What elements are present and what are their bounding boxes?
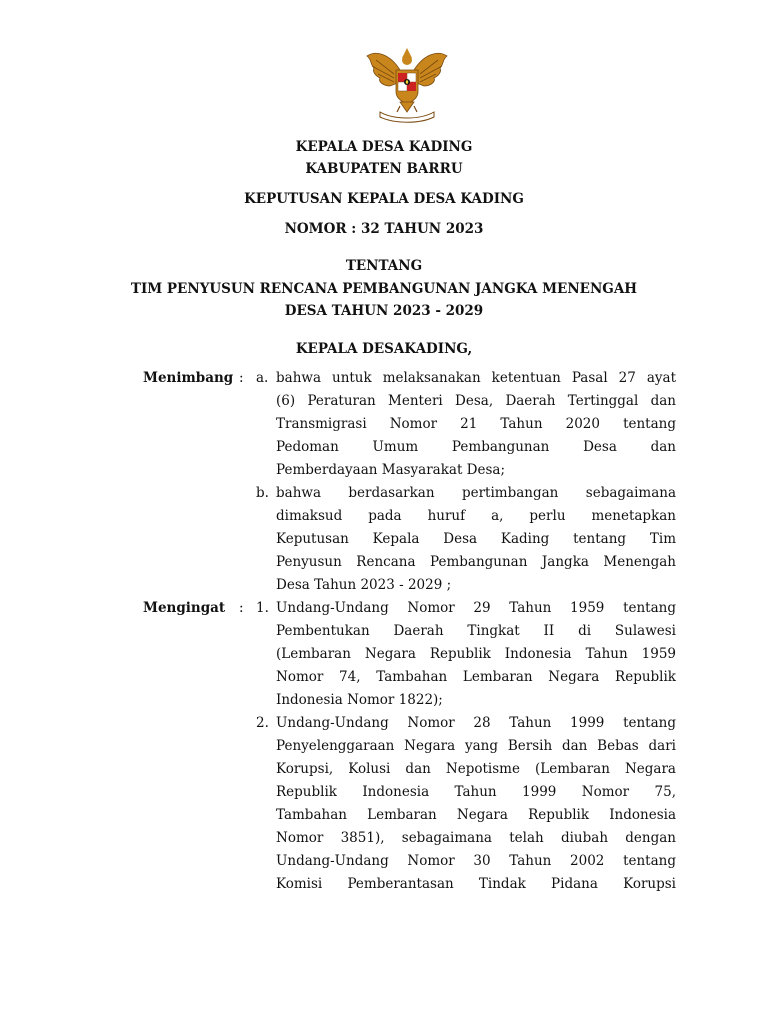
- heading-tentang: TENTANG: [345, 258, 423, 274]
- heading-kepala-desa: KEPALA DESA KADING: [295, 139, 473, 155]
- section-colon: :: [239, 370, 244, 386]
- item-line: (6) Peraturan Menteri Desa, Daerah Tertinggal dan: [276, 393, 676, 409]
- item-line: bahwa untuk melaksanakan ketentuan Pasal 27 ayat: [276, 370, 676, 386]
- item-line: Pedoman Umum Pembangunan Desa dan: [276, 439, 676, 455]
- heading-title-line1: TIM PENYUSUN RENCANA PEMBANGUNAN JANGKA MENENGAH: [130, 281, 638, 297]
- section-label: Mengingat: [143, 600, 226, 616]
- heading-title-line2: DESA TAHUN 2023 - 2029: [284, 303, 484, 319]
- heading-kepala-desa-kading: KEPALA DESAKADING,: [295, 341, 473, 357]
- item-line: Republik Indonesia Tahun 1999 Nomor 75,: [276, 784, 676, 800]
- item-line: Keputusan Kepala Desa Kading tentang Tim: [276, 531, 676, 547]
- heading-keputusan: KEPUTUSAN KEPALA DESA KADING: [244, 191, 524, 207]
- item-marker: 1.: [256, 600, 269, 616]
- item-line: Pembentukan Daerah Tingkat II di Sulawesi: [276, 623, 676, 639]
- item-line: Komisi Pemberantasan Tindak Pidana Korupsi: [276, 876, 676, 892]
- item-line: Desa Tahun 2023 - 2029 ;: [276, 577, 452, 593]
- item-line: bahwa berdasarkan pertimbangan sebagaimana: [276, 485, 676, 501]
- item-line: Transmigrasi Nomor 21 Tahun 2020 tentang: [276, 416, 676, 432]
- list-item: [256, 482, 676, 597]
- item-line: Nomor 3851), sebagaimana telah diubah dengan: [276, 830, 676, 846]
- item-line: Penyusun Rencana Pembangunan Jangka Menengah: [276, 554, 676, 570]
- item-list: [256, 367, 676, 597]
- item-line: Nomor 74, Tambahan Lembaran Negara Republik: [276, 669, 676, 685]
- heading-kabupaten: KABUPATEN BARRU: [305, 161, 463, 177]
- heading-nomor: NOMOR : 32 TAHUN 2023: [284, 221, 484, 237]
- item-line: Undang-Undang Nomor 28 Tahun 1999 tentang: [276, 715, 676, 731]
- item-line: (Lembaran Negara Republik Indonesia Tahun 1959: [276, 646, 676, 662]
- item-line: Korupsi, Kolusi dan Nepotisme (Lembaran Negara: [276, 761, 676, 777]
- item-line: Tambahan Lembaran Negara Republik Indonesia: [276, 807, 676, 823]
- item-marker: b.: [256, 485, 269, 501]
- item-list: [256, 597, 676, 896]
- item-line: Pemberdayaan Masyarakat Desa;: [276, 462, 506, 478]
- section-label: Menimbang: [143, 370, 234, 386]
- garuda-emblem-icon: [364, 46, 450, 124]
- list-item: [256, 367, 676, 482]
- item-line: dimaksud pada huruf a, perlu menetapkan: [276, 508, 676, 524]
- item-line: Undang-Undang Nomor 30 Tahun 2002 tentang: [276, 853, 676, 869]
- item-line: Penyelenggaraan Negara yang Bersih dan Bebas dari: [276, 738, 676, 754]
- list-item: [256, 712, 676, 896]
- list-item: [256, 597, 676, 712]
- item-marker: 2.: [256, 715, 269, 731]
- section-colon: :: [239, 600, 244, 616]
- item-marker: a.: [256, 370, 269, 386]
- item-line: Undang-Undang Nomor 29 Tahun 1959 tentang: [276, 600, 676, 616]
- item-line: Indonesia Nomor 1822);: [276, 692, 443, 708]
